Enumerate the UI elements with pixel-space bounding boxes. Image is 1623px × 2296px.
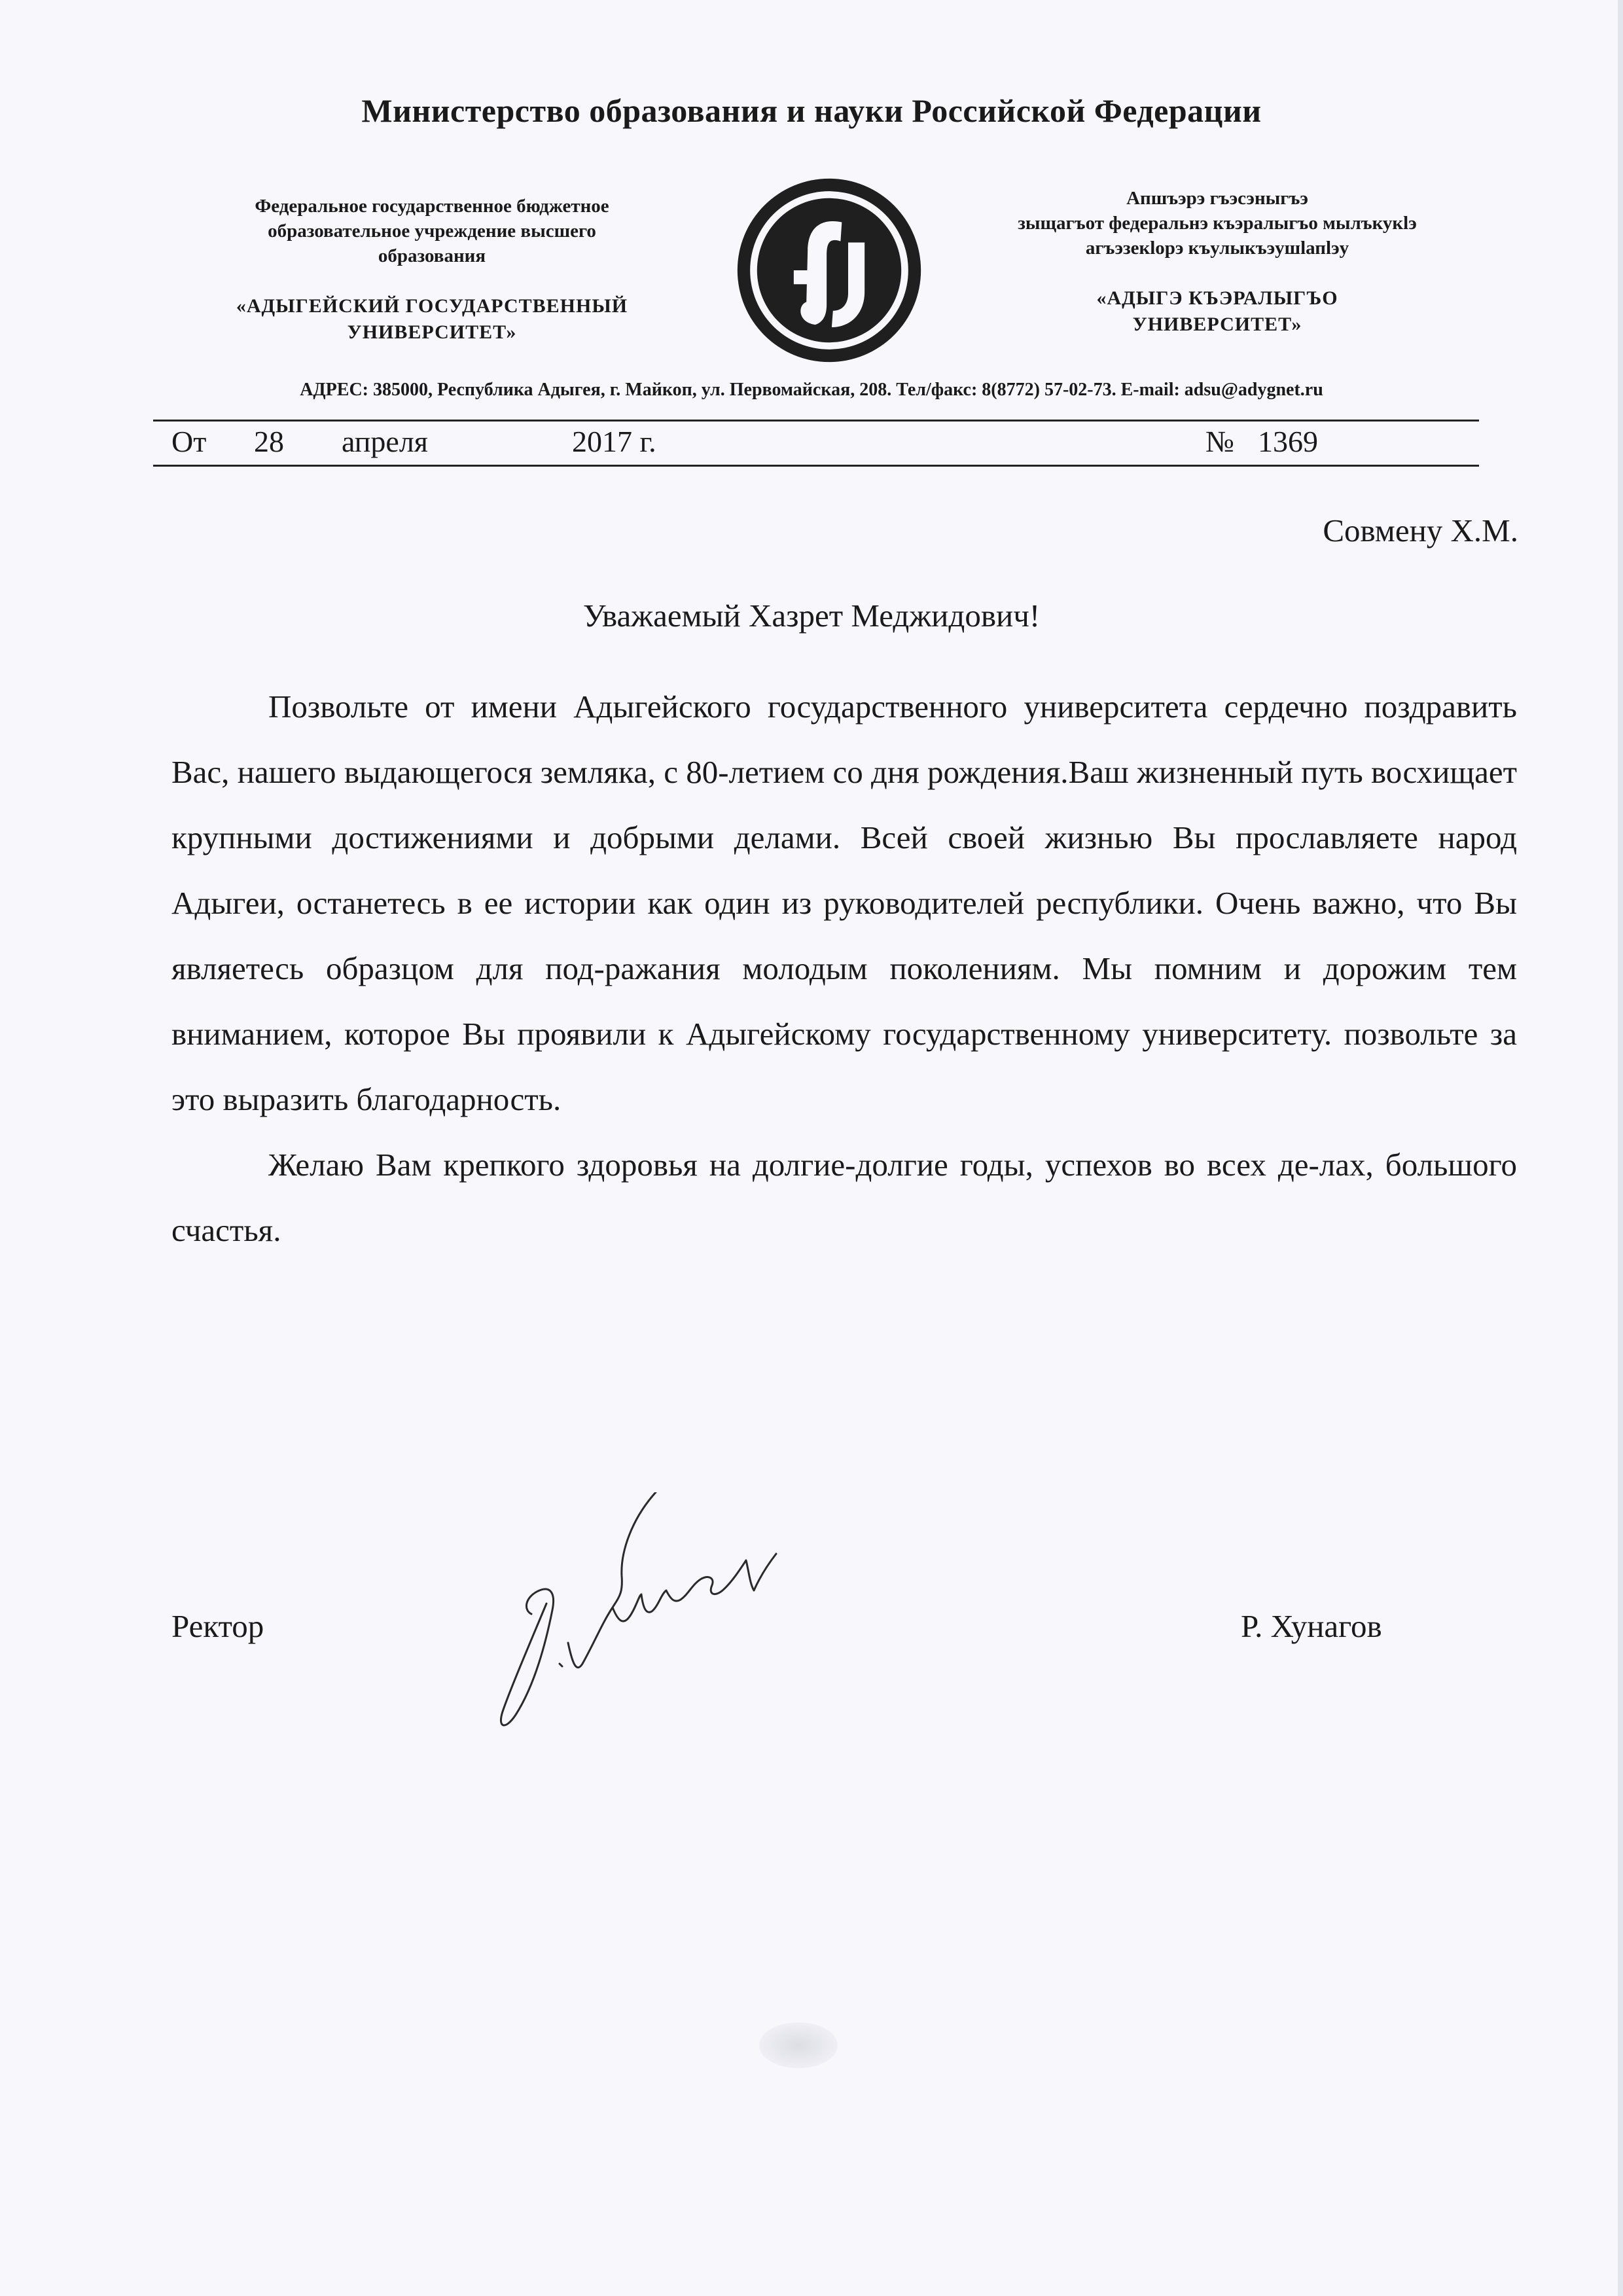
org-line: образовательное учреждение высшего bbox=[268, 221, 596, 242]
org-line: агъэзекlорэ къулыкъэушlапlэу bbox=[1085, 238, 1349, 259]
org-caps-line: УНИВЕРСИТЕТ» bbox=[347, 321, 517, 343]
university-logo-icon bbox=[734, 175, 924, 365]
org-line: зыщагъот федеральнэ къэралыгъо мылъкукlэ bbox=[1018, 213, 1417, 234]
ministry-title: Министерство образования и науки Российской Федерации bbox=[361, 92, 1262, 129]
letter-paragraph: Желаю Вам крепкого здоровья на долгие-долгие годы, успехов во всех де-лах, большого счастья. bbox=[171, 1147, 1517, 1248]
date-year: 2017 г. bbox=[572, 425, 656, 458]
salutation: Уважаемый Хазрет Меджидович! bbox=[582, 598, 1041, 634]
registration-divider bbox=[153, 465, 1479, 467]
org-caps-block bbox=[196, 293, 668, 346]
org-line: Федеральное государственное бюджетное bbox=[255, 196, 609, 217]
org-caps-line: УНИВЕРСИТЕТ» bbox=[1132, 314, 1302, 335]
letter-paragraph: Позвольте от имени Адыгейского государственного университета сердечно поздравить Вас, нашего выдающегося земляка, с 80-летием со дня рождения.Ваш жизненный путь восхищает крупными достижениями и добрыми делами. Всей своей жизнью Вы прославляете народ Адыгеи, останетесь в ее истории как один из руководителей республики. Очень важно, что Вы являетесь образцом для под-ражания молодым поколениям. Мы помним и дорожим тем вниманием, которое Вы проявили к Адыгейскому государственному университету. позвольте за это выразить благодарность. bbox=[171, 689, 1517, 1117]
scan-smudge bbox=[759, 2022, 838, 2068]
date-day: 28 bbox=[254, 425, 284, 458]
org-caps-line: «АДЫГЕЙСКИЙ ГОСУДАРСТВЕННЫЙ bbox=[236, 295, 628, 317]
signatory-position: Ректор bbox=[171, 1608, 264, 1644]
letter-body bbox=[171, 674, 1517, 1263]
addressee: Совмену Х.М. bbox=[1323, 512, 1518, 548]
org-line: образования bbox=[378, 245, 486, 266]
number-label: № bbox=[1205, 425, 1234, 458]
handwritten-signature bbox=[484, 1492, 792, 1741]
org-line: Апшъэрэ гъэсэныгъэ bbox=[1126, 188, 1308, 209]
registration-line bbox=[0, 422, 1623, 467]
university-name-adyghe bbox=[969, 186, 1466, 338]
date-month: апреля bbox=[342, 425, 428, 458]
address-line: АДРЕС: 385000, Республика Адыгея, г. Майкоп, ул. Первомайская, 208. Тел/факс: 8(8772) 57-02-73. E-mail: adsu@adygnet.ru bbox=[300, 380, 1323, 400]
university-name-russian bbox=[196, 194, 668, 346]
org-caps-line: «АДЫГЭ КЪЭРАЛЫГЪО bbox=[1096, 287, 1338, 309]
signatory-name: Р. Хунагов bbox=[1241, 1608, 1382, 1644]
document-number: 1369 bbox=[1258, 425, 1318, 458]
org-caps-block bbox=[969, 285, 1466, 338]
from-label: От bbox=[171, 425, 207, 458]
scan-edge bbox=[1618, 0, 1623, 2296]
